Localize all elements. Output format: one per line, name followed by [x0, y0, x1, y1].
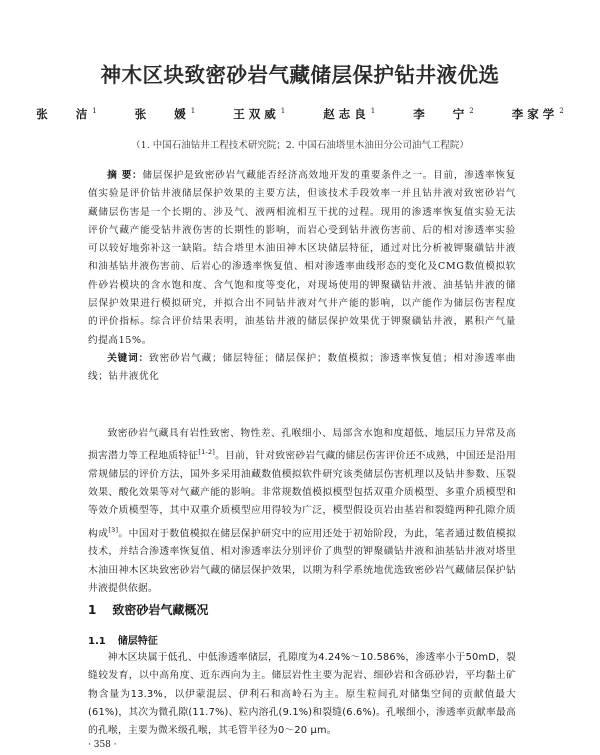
citation-ref: [3] [108, 525, 119, 534]
author-affil-mark: 1 [370, 107, 376, 116]
keywords-text: 致密砂岩气藏；储层特征；储层保护；数值模拟；渗透率恢复值；相对渗透率曲线；钻井液优化 [88, 352, 517, 383]
subsection-number: 1.1 [88, 636, 106, 647]
section-number: 1 [88, 603, 97, 617]
author-name: 张 洁 [36, 107, 92, 121]
section-title: 致密砂岩气藏概况 [112, 603, 209, 617]
page-number: · 358 · [88, 740, 117, 750]
intro-text-2: 。目前，针对致密砂岩气藏的储层伤害评价还不成熟，中国还是沿用常规储层的评价方法，国外多采用油藏数值模拟软件研究该类储层伤害机理以及钻井参数、压裂效果、酸化效果等对气藏产能的影响。非常规数值模拟模型包括双重介质模型、多重介质模型和等效介质模型等，其中双重介质模型应用得较为广泛，模型假设页岩由基岩和裂缝两种孔隙介质构成 [88, 450, 517, 540]
author [323, 106, 375, 122]
author [413, 106, 473, 122]
keywords-paragraph [88, 350, 516, 387]
keywords-label: 关键词： [107, 352, 150, 364]
subsection-heading [88, 632, 158, 647]
author [135, 106, 195, 122]
author [512, 106, 564, 122]
author-list [0, 106, 600, 122]
subsection-title: 储层特征 [117, 636, 158, 647]
author [233, 106, 285, 122]
intro-paragraph [88, 425, 516, 598]
citation-ref: [1-2] [198, 448, 216, 457]
affiliation: （1. 中国石油钻井工程技术研究院；2. 中国石油塔里木油田分公司油气工程院） [131, 140, 469, 151]
author-affil-mark: 1 [280, 107, 286, 116]
abstract-block [88, 167, 516, 387]
author-name: 张 媛 [134, 107, 190, 121]
author-name: 赵志良 [323, 107, 370, 121]
section-heading [88, 601, 208, 618]
intro-text-1: 致密砂岩气藏具有岩性致密、物性差、孔喉细小、局部含水饱和度超低、地层压力异常及高损害潜力等工程地质特征 [88, 428, 516, 462]
author-affil-mark: 2 [559, 107, 564, 116]
author [36, 106, 96, 122]
abstract-label: 摘 要： [107, 170, 143, 181]
author-affil-mark: 2 [469, 107, 474, 116]
intro-block [88, 425, 516, 598]
abstract-text: 储层保护是致密砂岩气藏能否经济高效地开发的重要条件之一。目前，渗透率恢复值实验是评价钻井液储层保护效果的主要方法，但该技术手段效率一并且钻井液对致密砂岩气藏储层伤害是一个长期的、涉及气、液两相流相互干扰的过程。现用的渗透率恢复值实验无法评价气藏产能受钻井液伤害的长期性的影响，而岩心受到钻井液伤害前、后的相对渗透率实验可以较好地弥补这一缺陷。结合塔里木油田神木区块储层特征，通过对比分析被钾聚磺钻井液和油基钻井液伤害前、后岩心的渗透率恢复值、相对渗透率曲线形态的变化及CMG数值模拟软件砂岩模块的含水饱和度、含气饱和度等变化，对现场使用的钾聚磺钻井液、油基钻井液的储层保护效果进行模拟研究，并拟合出不同钻井液对气井产能的影响，以产能作为储层伤害程度的评价指标。综合评价结果表明，油基钻井液的储层保护效果优于钾聚磺钻井液，累积产气量约提高15%。 [88, 170, 516, 346]
author-affil-mark: 1 [190, 107, 196, 116]
section-paragraph: 神木区块属于低孔、中低渗透率储层，孔隙度为4.24%～10.586%，渗透率小于50mD，裂缝较发育，以中高角度、近东西向为主。储层岩性主要为泥岩、细砂岩和含砾砂岩，平均黏土矿物含量为13.3%，以伊蒙混层、伊利石和高岭石为主。原生粒间孔对储集空间的贡献值最大(61%)，其次为微孔隙(11.7%)、粒内溶孔(9.1%)和裂缝(6.6%)。孔喉细小，渗透率贡献率最高的孔喉，主要为微米级孔喉，其毛管半径为0～20 μm。 [88, 652, 516, 737]
author-name: 王双威 [233, 107, 280, 121]
paper-title: 神木区块致密砂岩气藏储层保护钻井液优选 [100, 63, 500, 87]
author-name: 李家学 [511, 107, 559, 121]
author-name: 李 宁 [413, 107, 469, 121]
author-affil-mark: 1 [92, 107, 97, 116]
section-body [88, 649, 516, 740]
abstract-paragraph [88, 167, 516, 350]
intro-text-3: 。中国对于数值模拟在储层保护研究中的应用还处于初始阶段，为此，笔者通过数值模拟技术，并结合渗透率恢复值、相对渗透率法分别评价了典型的钾聚磺钻井液和油基钻井液对塔里木油田神木区块致密砂岩气藏的储层保护效果，以期为科学系统地优选致密砂岩气藏储层保护钻井液提供依据。 [88, 528, 516, 594]
